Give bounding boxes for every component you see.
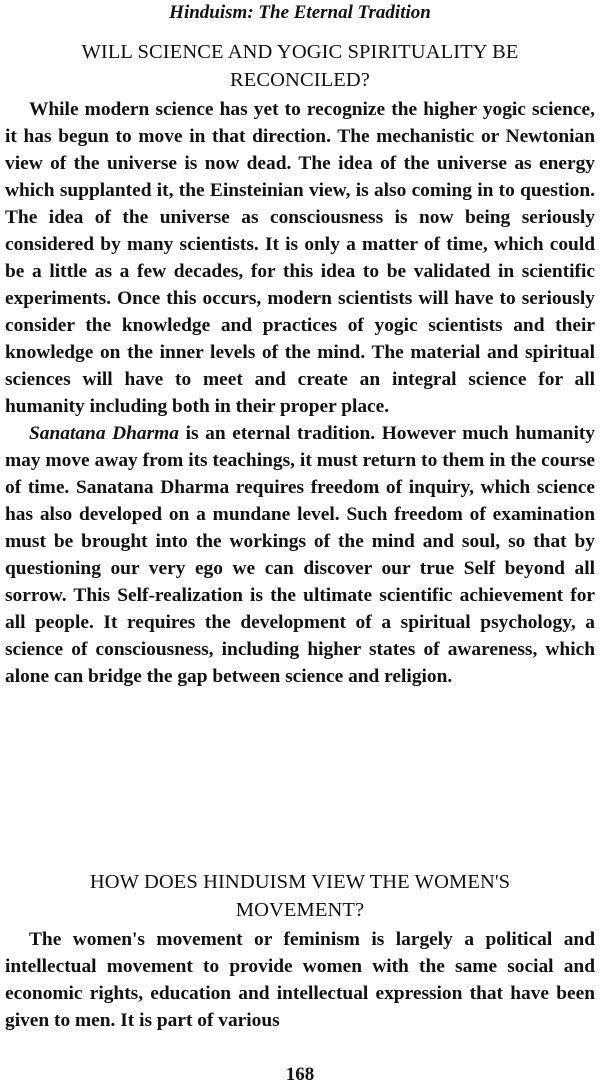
paragraph: The women's movement or feminism is largely a political and intellectual movement to provide women with the same social and economic rights, education and intellectual expression that have been given to men. It is part of various — [5, 929, 595, 1031]
section-body-womens-movement — [5, 926, 595, 1034]
running-head: Hinduism: The Eternal Tradition — [169, 2, 431, 23]
section-heading-science: WILL SCIENCE AND YOGIC SPIRITUALITY BE RECONCILED? — [81, 41, 519, 91]
section-heading-womens-movement: HOW DOES HINDUISM VIEW THE WOMEN'S MOVEMENT? — [89, 871, 511, 921]
paragraph-text: is an eternal tradition. However much humanity may move away from its teachings, it must return to them in the course of time. Sanatana Dharma requires freedom of inquiry, which science has also developed on a mundane level. Such freedom of examination must be brought into the workings of the mind and soul, so that by questioning our very ego we can discover our true Self beyond all sorrow. This Self-realization is the ultimate scientific achievement for all people. It requires the development of a spiritual psychology, a science of consciousness, including higher states of awareness, which alone can bridge the gap between science and religion. — [5, 423, 595, 687]
paragraph — [5, 420, 595, 690]
page-number: 168 — [285, 1064, 315, 1085]
paragraph: While modern science has yet to recognize the higher yogic science, it has begun to move in that direction. The mechanistic or Newtonian view of the universe is now dead. The idea of the universe as energy which supplanted it, the Einsteinian view, is also coming in to question. The idea of the universe as consciousness is now being seriously considered by many scientists. It is only a matter of time, which could be a little as a few decades, for this idea to be validated in scientific experiments. Once this occurs, modern scientists will have to seriously consider the knowledge and practices of yogic scientists and their knowledge on the inner levels of the mind. The material and spiritual sciences will have to meet and create an integral science for all humanity including both in their proper place. — [5, 99, 595, 417]
italic-term: Sanatana Dharma — [29, 423, 179, 444]
section-body-science — [5, 96, 595, 690]
